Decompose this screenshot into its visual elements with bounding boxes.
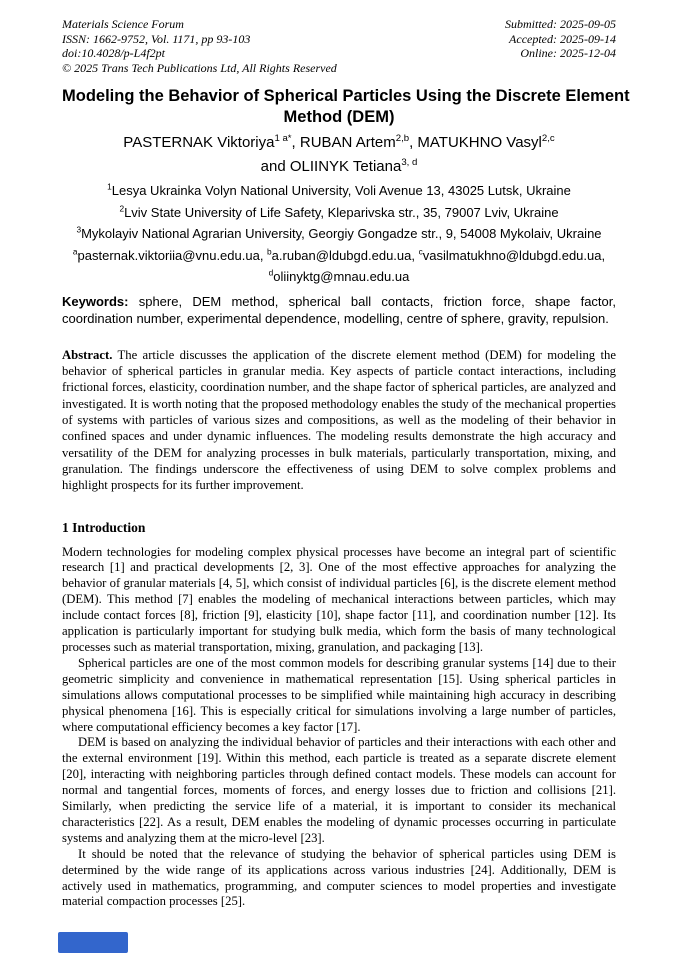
- body-paragraph-3: DEM is based on analyzing the individual behavior of particles and their interactions with each other and the external environment [19]. Within this method, each particle is treated as a separate discrete element [20], interacting with neighboring particles through defined contact models. These models can account for normal and tangential forces, moments of forces, and energy losses due to friction and collisions [21]. Similarly, when predicting the service life of a material, it is important to consider its mechanical characteristics [22]. As a result, DEM enables the modeling of dynamic processes occurring in particulate systems and analyzing them at the micro-level [23].: [62, 735, 616, 845]
- paper-title-line-2: Method (DEM): [283, 108, 395, 127]
- journal-issn-line: ISSN: 1662-9752, Vol. 1171, pp 93-103: [62, 31, 251, 46]
- abstract-label: Abstract.: [62, 347, 113, 362]
- email-line-2: $^d$oliinyktg@mnau.edu.ua: [268, 267, 410, 284]
- paper-title-line-1: Modeling the Behavior of Spherical Particles Using the Discrete Element: [62, 87, 630, 106]
- keywords-block: [62, 293, 616, 327]
- author-line-2: and OLIINYK Tetiana$^{3, d}$: [260, 157, 418, 176]
- affiliation-3: $^3$Mykolayiv National Agrarian University, Georgiy Gongadze str., 9, 54008 Mykolaiv, Ukraine: [76, 225, 602, 242]
- page-header: [62, 17, 616, 75]
- doi-line: doi:10.4028/p-L4f2pt: [62, 46, 166, 61]
- keywords-label: Keywords:: [62, 293, 129, 309]
- author-list: [62, 131, 616, 179]
- copyright-line: © 2025 Trans Tech Publications Ltd, All Rights Reserved: [62, 60, 337, 75]
- submission-dates: [505, 17, 616, 61]
- online-date: Online: 2025-12-04: [520, 46, 616, 61]
- body-paragraph-2: Spherical particles are one of the most common models for describing granular systems [14] due to their geometric simplicity and convenience in mathematical representation [15]. Using spherical particles in simulations allows computational processes to be simplified while maintaining high accuracy in describing physical phenomena [16]. This is especially critical for simulations involving a large number of particles, where computational efficiency becomes a key factor [17].: [62, 655, 616, 734]
- affiliation-1: $^1$Lesya Ukrainka Volyn National University, Voli Avenue 13, 43025 Lutsk, Ukraine: [107, 182, 571, 199]
- author-emails: [62, 245, 616, 287]
- affiliations: [62, 180, 616, 245]
- paper-title: [62, 86, 630, 128]
- footer-link-box[interactable]: [58, 932, 128, 953]
- journal-name: Materials Science Forum: [62, 17, 184, 31]
- email-line-1: $^a$pasternak.viktoriia@vnu.edu.ua, $^b$a.ruban@ldubgd.edu.ua, $^c$vasilmatukhno@ldubgd.edu.ua,: [72, 246, 606, 263]
- abstract-text: The article discusses the application of the discrete element method (DEM) for modeling the behavior of spherical particles in granular media. Key aspects of particle contact interactions, including frictional forces, elasticity, coordination number, and the shape factor of spherical particles, are analyzed and investigated. It is worth noting that the proposed methodology enables the study of the mechanical properties of systems with particles of various sizes and compositions, as well as the modeling of their behavior in confined spaces and under dynamic influences. The modeling results demonstrate the high accuracy and versatility of the DEM for analyzing processes in bulk materials, particularly transportation, mixing, and granulation. The findings underscore the effectiveness of using DEM to solve complex problems and highlight prospects for its further improvement.: [62, 347, 616, 493]
- keywords-text: sphere, DEM method, spherical ball contacts, friction force, shape factor, coordination number, experimental dependence, modelling, centre of sphere, gravity, repulsion.: [62, 293, 616, 326]
- submitted-date: Submitted: 2025-09-05: [505, 17, 616, 31]
- author-line-1: PASTERNAK Viktoriya$^{1 a*}$, RUBAN Artem$^{2,b}$, MATUKHNO Vasyl$^{2,c}$: [123, 133, 555, 152]
- journal-info: [62, 17, 337, 75]
- body-paragraph-4: It should be noted that the relevance of studying the behavior of spherical particles using DEM is determined by the wide range of its applications across various industries [24]. Additionally, DEM is actively used in mathematics, programming, and computer sciences to model properties and investigate material compaction processes [25].: [62, 846, 616, 909]
- accepted-date: Accepted: 2025-09-14: [509, 31, 616, 46]
- affiliation-2: $^2$Lviv State University of Life Safety, Kleparivska str., 35, 79007 Lviv, Ukraine: [119, 203, 559, 220]
- abstract-block: [62, 347, 616, 494]
- section-heading-introduction: 1 Introduction: [62, 519, 146, 535]
- body-paragraph-1: Modern technologies for modeling complex physical processes have become an integral part of scientific research [1] and practical developments [2, 3]. One of the most effective approaches for analyzing the behavior of granular materials [4, 5], which consist of individual particles [6], is the discrete element method (DEM). This method [7] enables the modeling of mechanical interactions between particles, which may include contact forces [8], friction [9], elasticity [10], shape factor [11], and coordination number [12]. Its application is particularly important for studying bulk media, which form the basis of many technological processes such as material transportation, mixing, granulation, and packaging [13].: [62, 544, 616, 654]
